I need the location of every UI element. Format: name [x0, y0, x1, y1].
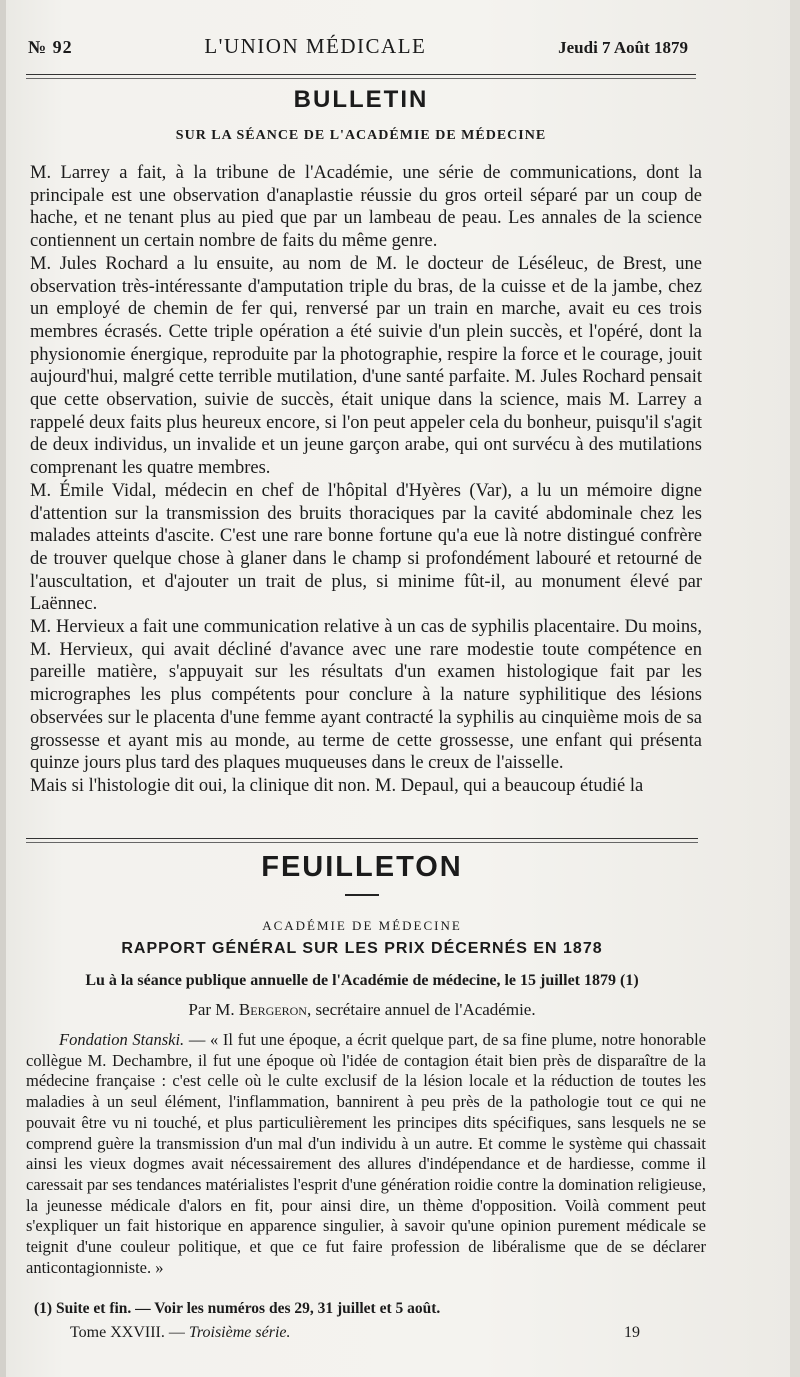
header-rule: [26, 74, 696, 75]
foundation-name: Fondation Stanski.: [59, 1030, 185, 1049]
section-divider: [26, 838, 698, 839]
author-line: [26, 1000, 698, 1020]
page-header: [28, 34, 688, 68]
footnote: (1) Suite et fin. — Voir les numéros des 29, 31 juillet et 5 août.: [34, 1300, 441, 1317]
academie-heading: ACADÉMIE DE MÉDECINE: [262, 918, 462, 933]
tome-label: Tome XXVIII. —: [70, 1324, 185, 1341]
bulletin-paragraph: M. Émile Vidal, médecin en chef de l'hôpital d'Hyères (Var), a lu un mémoire digne d'attention sur la transmission des bruits thoraciques par la cavité abdominale chez les malades atteints d'ascite. C'est une rare bonne fortune qu'a eue là notre distingué confrère de trouver quelque chose à glaner dans le champ si profondément labouré et retourné de l'auscultation, et d'ajouter un trait de plus, si minime fût-il, au monument élevé par Laënnec.: [30, 480, 702, 615]
page-edge-right: [790, 0, 800, 1377]
section-divider-thin: [26, 842, 698, 843]
author-prefix: Par M.: [188, 1000, 235, 1019]
page-footer: [70, 1324, 640, 1342]
rapport-heading: RAPPORT GÉNÉRAL SUR LES PRIX DÉCERNÉS EN 1878: [121, 940, 603, 957]
page-edge-left: [0, 0, 6, 1377]
feuilleton-text: — « Il fut une époque, a écrit quelque part, de sa fine plume, notre honorable collègue M. Dechambre, il fut une époque où l'idée de contagion était bien près de disparaître de la médecine française : c'est celle où le culte exclusif de la lésion locale et la réduction de toutes les maladies à un seul élément, l'inflammation, bannirent à peu près de la pathologie tout ce qui ne pouvait être vu ni touché, et plus particulièrement les principes dits spécifiques, sans lesquels ne se comprend guère la transmission d'un mal d'un individu à un autre. Et comme le système qui chassait ainsi les vieux dogmes avait nécessairement des allures d'indépendance et de hardiesse, comme il caressait par ses tendances matérialistes l'esprit d'une génération roidie contre la domination religieuse, la jeunesse médicale d'alors en fit, pour ainsi dire, un thème d'opposition. Voilà comment peut s'expliquer un fait historique en apparence singulier, à savoir qu'une opinion purement médicale se teignit d'une couleur politique, et que ce fut faire profession de libéralisme que de se déclarer anticontagionniste. »: [26, 1030, 706, 1277]
feuilleton-body: [26, 1030, 706, 1278]
bulletin-paragraph: M. Jules Rochard a lu ensuite, au nom de M. le docteur de Léséleuc, de Brest, une observation très-intéressante d'amputation triple du bras, de la cuisse et de la jambe, chez un employé de chemin de fer qui, renversé par un train en marche, avait eu ces trois membres écrasés. Cette triple opération a été suivie d'un plein succès, et l'opéré, dont la physionomie énergique, reproduite par la photographie, respire la force et le courage, jouit aujourd'hui, malgré cette terrible mutilation, d'une santé parfaite. M. Jules Rochard pensait que cette observation, suivie de succès, était unique dans la science, mais M. Larrey a rappelé deux faits plus heureux encore, si l'on peut appeler cela du bonheur, puisqu'il s'agit de deux individus, un invalide et un jeune garçon arabe, qui ont survécu à des mutilations comprenant les quatre membres.: [30, 253, 702, 479]
bulletin-subtitle: SUR LA SÉANCE DE L'ACADÉMIE DE MÉDECINE: [175, 128, 547, 143]
journal-title: L'UNION MÉDICALE: [204, 34, 427, 58]
issue-date: Jeudi 7 Août 1879: [558, 38, 688, 57]
title-ornament-rule: [345, 894, 379, 896]
reading-note: Lu à la séance publique annuelle de l'Académie de médecine, le 15 juillet 1879 (1): [85, 972, 639, 989]
issue-number: № 92: [28, 37, 73, 57]
author-suffix: , secrétaire annuel de l'Académie.: [306, 1000, 536, 1019]
author-name: Bergeron: [238, 1000, 307, 1019]
bulletin-paragraph: M. Larrey a fait, à la tribune de l'Académie, une série de communications, dont la principale est une observation d'anaplastie réussie du gros orteil séparé par un coup de hache, et ne tenant plus au pied que par un lambeau de peau. Les annales de la science contiennent un certain nombre de faits du même genre.: [30, 163, 702, 252]
tome-line: [70, 1324, 290, 1342]
feuilleton-paragraph: [26, 1030, 706, 1278]
bulletin-body: [30, 162, 702, 798]
bulletin-paragraph: M. Hervieux a fait une communication relative à un cas de syphilis placentaire. Du moins, M. Hervieux, qui avait décliné d'avance avec une rare modestie toute compétence en pareille matière, s'appuyait sur les résultats d'un examen histologique fait par les micrographes les plus compétents pour conclure à la nature syphilitique des lésions observées sur le placenta d'une femme ayant contracté la syphilis au cinquième mois de sa grossesse et ayant mis au monde, au terme de cette grossesse, une enfant qui présenta quinze jours plus tard des plaques muqueuses dans le creux de l'aisselle.: [30, 617, 702, 774]
feuilleton-title: FEUILLETON: [261, 851, 463, 883]
series-label: Troisième série.: [188, 1324, 291, 1341]
bulletin-title: BULLETIN: [293, 86, 429, 113]
header-rule-thin: [26, 78, 696, 79]
page-number: 19: [624, 1324, 640, 1341]
bulletin-paragraph: Mais si l'histologie dit oui, la clinique dit non. M. Depaul, qui a beaucoup étudié la: [30, 775, 644, 796]
